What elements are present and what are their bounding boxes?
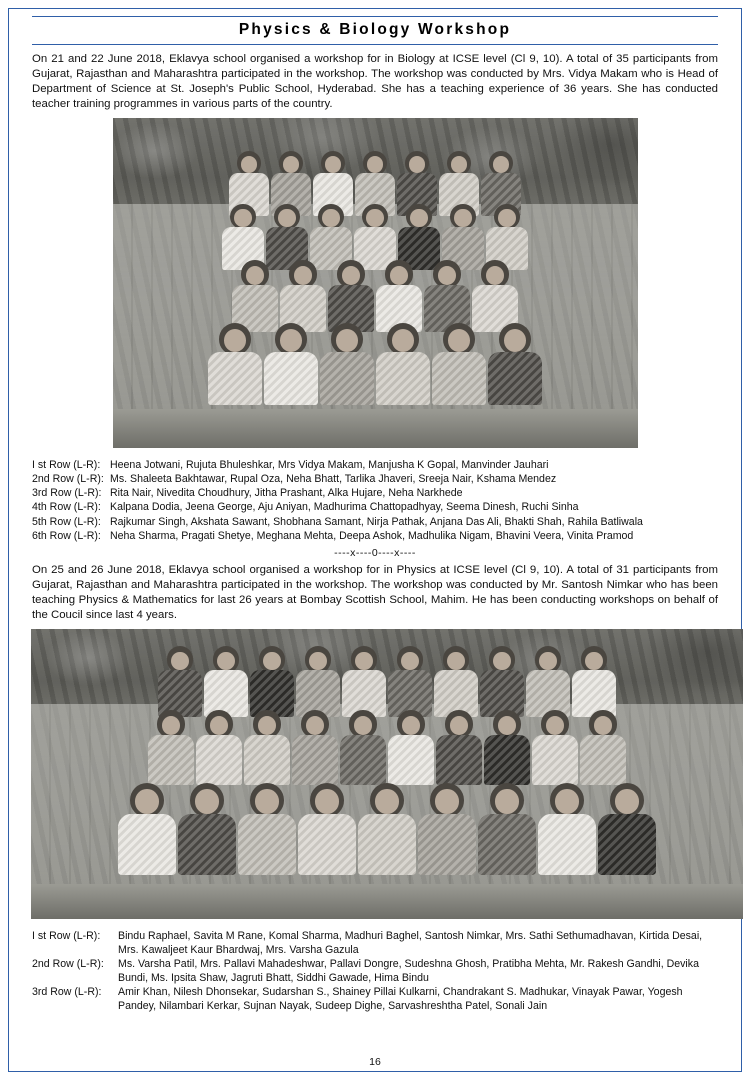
caption-names: Ms. Varsha Patil, Mrs. Pallavi Mahadeshwar, Pallavi Dongre, Sudeshna Ghosh, Pratibha Mehta, Mr. Rakesh Gandhi, Devika Bundi, Ms. Ipsita Shaw, Jagruti Bhatt, Siddhi Gawade, Hima Bindu [118, 958, 699, 985]
physics-workshop-paragraph: On 25 and 26 June 2018, Eklavya school organised a workshop for in Physics at ICSE level (Cl 9, 10). A total of 31 participants from Gujarat, Rajasthan and Maharashtra participated in the workshop. The workshop was conducted by Mr. Santosh Nimkar who has been teaching Physics & Mathematics for last 26 years at Bombay Scottish School, Mahim. He has been conducting workshops on behalf of the Coucil since last 4 years. [32, 563, 718, 621]
caption-label: 3rd Row (L-R): [32, 487, 102, 500]
caption-label: 4th Row (L-R): [32, 501, 101, 514]
page-title-text: Physics & Biology Workshop [238, 21, 512, 38]
caption-row [32, 515, 718, 529]
biology-workshop-photo-wrap [32, 118, 718, 453]
caption-row [32, 486, 718, 500]
caption-row [32, 985, 718, 1013]
physics-group-photo [31, 629, 743, 919]
caption-names: Neha Sharma, Pragati Shetye, Meghana Mehta, Deepa Ashok, Madhulika Nigam, Bhavini Veera, Vinita Pramod [110, 529, 634, 542]
biology-workshop-paragraph: On 21 and 22 June 2018, Eklavya school organised a workshop for in Biology at ICSE level (Cl 9, 10). A total of 35 participants from Gujarat, Rajasthan and Maharashtra participated in the workshop. The workshop was conducted by Mrs. Vidya Makam who is Head of Department of Science at St. Joseph's Public School, Hyderabad. She has a teaching experience of 36 years. She has conducted teacher training programmes in various parts of the country. [32, 53, 718, 111]
caption-row [32, 957, 718, 985]
caption-names: Rita Nair, Nivedita Choudhury, Jitha Prashant, Alka Hujare, Neha Narkhede [110, 487, 463, 500]
caption-row [32, 500, 718, 514]
caption-label: I st Row (L-R): [32, 459, 101, 472]
page-content [14, 10, 736, 1013]
physics-caption-block [32, 929, 718, 1013]
caption-names: Ms. Shaleeta Bakhtawar, Rupal Oza, Neha Bhatt, Tarlika Jhaveri, Sreeja Nair, Kshama Mendez [110, 473, 557, 486]
page-title [32, 16, 718, 45]
biology-caption-block [32, 458, 718, 542]
caption-label: I st Row (L-R): [32, 929, 101, 942]
photo-people [31, 629, 743, 919]
caption-names: Rajkumar Singh, Akshata Sawant, Shobhana Samant, Nirja Pathak, Anjana Das Ali, Bhakti Shah, Rahila Batliwala [110, 515, 643, 528]
caption-label: 5th Row (L-R): [32, 515, 101, 528]
caption-row [32, 458, 718, 472]
physics-workshop-photo-wrap [32, 629, 718, 924]
caption-label: 3rd Row (L-R): [32, 986, 102, 999]
photo-people [113, 118, 638, 448]
section-divider: ----x----0----x---- [334, 546, 416, 559]
caption-row [32, 472, 718, 486]
biology-group-photo [113, 118, 638, 448]
caption-names: Amir Khan, Nilesh Dhonsekar, Sudarshan S., Shainey Pillai Kulkarni, Chandrakant S. Madhukar, Vinayak Pawar, Yogesh Pandey, Nilambari Kerkar, Sujnan Nayak, Sudeep Dighe, Sarvashreshtha Patel, Sonali Jain [118, 986, 683, 1013]
caption-names: Bindu Raphael, Savita M Rane, Komal Sharma, Madhuri Baghel, Santosh Nimkar, Mrs. Sathi Sethumadhavan, Kirtida Desai, Mrs. Kawaljeet Kaur Bhardwaj, Mrs. Varsha Gazula [118, 929, 703, 956]
caption-names: Kalpana Dodia, Jeena George, Aju Aniyan, Madhurima Chattopadhyay, Seema Dinesh, Ruchi Sinha [110, 501, 579, 514]
caption-row [32, 529, 718, 543]
caption-label: 2nd Row (L-R): [32, 958, 104, 970]
page-number: 16 [369, 1056, 381, 1068]
caption-names: Heena Jotwani, Rujuta Bhuleshkar, Mrs Vidya Makam, Manjusha K Gopal, Manvinder Jauhari [110, 459, 549, 472]
caption-row [32, 929, 718, 957]
caption-label: 2nd Row (L-R): [32, 473, 104, 486]
caption-label: 6th Row (L-R): [32, 529, 101, 542]
